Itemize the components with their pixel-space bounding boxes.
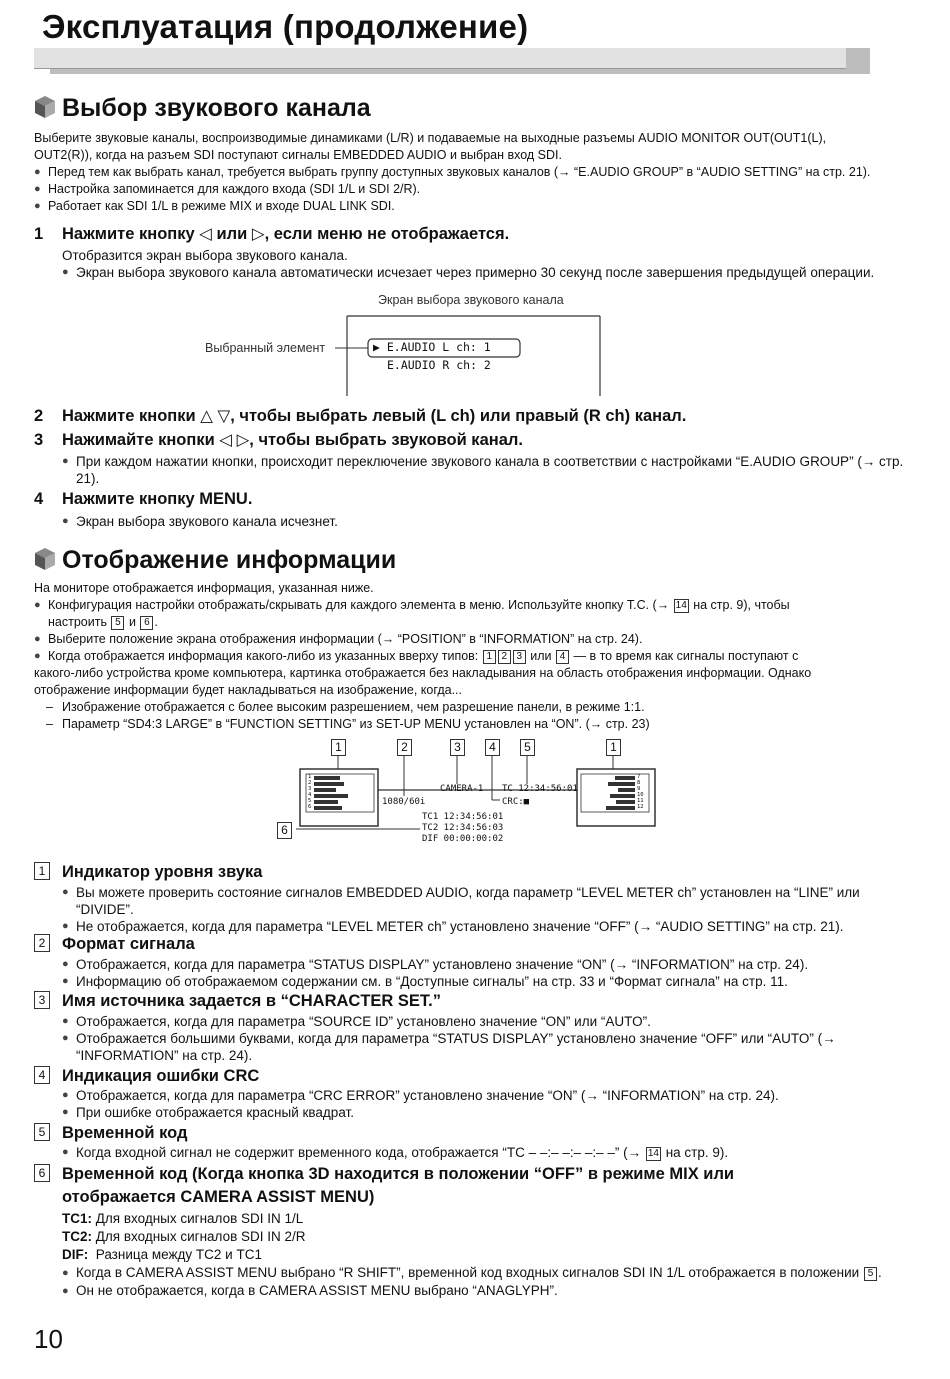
ref-box: 14 [647, 1148, 659, 1159]
bullet-item: ● Вы можете проверить состояние сигналов EMBEDDED AUDIO, когда параметр “LEVEL METER ch” установлен на “LINE” или “DIVIDE”. [62, 884, 912, 918]
bullet-item: ● Экран выбора звукового канала автоматически исчезает через примерно 30 секунд после завершения предыдущей операции. [62, 264, 912, 281]
section1-intro [34, 130, 914, 215]
item-3-heading [34, 991, 441, 1011]
def-text: Для входных сигналов SDI IN 2/R [95, 1229, 306, 1244]
intro-line: Выберите звуковые каналы, воспроизводимые динамиками (L/R) и подаваемые на выходные разъемы AUDIO MONITOR OUT(OUT1(L), [34, 131, 827, 145]
step-2 [34, 406, 686, 426]
signal-format-readout: 1080/60i [382, 797, 426, 807]
source-id-readout: CAMERA-1 [440, 784, 484, 794]
step-1-body [62, 247, 912, 281]
ref-box: 5 [864, 1267, 877, 1281]
def-label: DIF: [62, 1247, 89, 1262]
channel-number: 12 [637, 804, 644, 810]
bullet-item [34, 648, 914, 665]
item-6-body [62, 1210, 912, 1300]
item-number-box: 6 [34, 1164, 50, 1182]
ref-box: 14 [675, 600, 687, 611]
item-title: Имя источника задается в “CHARACTER SET.” [62, 992, 442, 1010]
def-label: TC2: [62, 1229, 92, 1244]
bullet-item: ● Экран выбора звукового канала исчезнет. [62, 513, 912, 530]
bullet-item: ● Настройка запоминается для каждого входа (SDI 1/L и SDI 2/R). [34, 181, 914, 198]
bullet-item: ● При каждом нажатии кнопки, происходит переключение звукового канала в соответствии с настройками “E.AUDIO GROUP” (→ стр. 21). [62, 453, 912, 487]
ref-box: 3 [513, 650, 526, 664]
intro-line: OUT2(R)), когда на разъем SDI поступают сигналы EMBEDDED AUDIO и выбран вход SDI. [34, 148, 562, 162]
bullet-item: ● Отображается, когда для параметра “CRC ERROR” установлено значение “ON” (→ “INFORMATION” на стр. 24). [62, 1087, 912, 1104]
cube-icon [34, 95, 56, 119]
selected-element-label: Выбранный элемент [205, 341, 326, 355]
ref-box: 2 [498, 650, 511, 664]
step-number: 3 [34, 431, 44, 449]
audio-channel-screen-figure [195, 312, 615, 398]
item-title: Временной код (Когда кнопка 3D находится в положении “OFF” в режиме MIX или [62, 1165, 735, 1183]
item-number-box: 5 [34, 1123, 50, 1141]
item-title: Временной код [62, 1124, 188, 1142]
ref-box: 6 [140, 616, 153, 630]
item-title: Индикатор уровня звука [62, 863, 263, 881]
text: на стр. 9), чтобы [693, 598, 790, 612]
diagram-label-1: 1 [331, 739, 346, 756]
item-3-body [62, 1013, 912, 1064]
tc1-def [62, 1210, 912, 1228]
step-number: 1 [34, 225, 44, 243]
tc2-readout: TC2 12:34:56:03 [422, 823, 504, 833]
diagram-label-2: 2 [397, 739, 412, 756]
channel-number: 6 [308, 804, 312, 810]
channel-number: 9 [637, 786, 641, 792]
dash-item: – Изображение отображается с более высоким разрешением, чем разрешение панели, в режиме 1:1. [34, 699, 914, 716]
def-label: TC1: [62, 1211, 92, 1226]
dif-readout: DIF 00:00:00:02 [422, 834, 504, 844]
bullet-item: ● Работает как SDI 1/L в режиме MIX и входе DUAL LINK SDI. [34, 198, 914, 215]
channel-number: 10 [637, 792, 644, 798]
step-text: Отобразится экран выбора звукового канала. [62, 248, 348, 263]
item-2-body [62, 956, 912, 990]
diagram-label-4: 4 [485, 739, 500, 756]
channel-number: 5 [308, 798, 312, 804]
item-title: Индикация ошибки CRC [62, 1067, 260, 1085]
item-1-heading [34, 862, 262, 882]
section2-intro [34, 580, 914, 733]
tc2-def [62, 1228, 912, 1246]
bullet-continuation: настроить 5 и 6 . [48, 615, 158, 629]
info-display-diagram [270, 736, 670, 854]
text: на стр. 9). [665, 1145, 729, 1160]
step-1 [34, 224, 509, 244]
item-4-body [62, 1087, 912, 1121]
bullet-continuation: отображение информации будет накладываться на изображение, когда... [34, 683, 462, 697]
bullet-item: ● Отображается, когда для параметра “SOURCE ID” установлено значение “ON” или “AUTO”. [62, 1013, 912, 1030]
timecode-readout: TC 12:34:56:01 [502, 784, 578, 794]
item-1-body [62, 884, 912, 935]
dash-item: – Параметр “SD4:3 LARGE” в “FUNCTION SETTING” из SET-UP MENU установлен на “ON”. (→ стр. 23) [34, 716, 914, 733]
step-title: Нажимайте кнопки ◁ ▷, чтобы выбрать звуковой канал. [62, 431, 523, 449]
diagram-label-6: 6 [277, 822, 292, 839]
channel-number: 1 [308, 774, 312, 780]
tc1-readout: TC1 12:34:56:01 [422, 812, 504, 822]
crc-readout: CRC:■ [502, 797, 530, 807]
bullet-continuation: какого-либо устройства кроме компьютера, картинка отображается без накладывания на область отображения информации. Однако [34, 666, 812, 680]
section-title-info-display [34, 546, 396, 575]
text: — в то время как сигналы поступают с [573, 649, 799, 663]
item-number-box: 3 [34, 991, 50, 1009]
step-4 [34, 490, 252, 509]
banner-bar [34, 48, 846, 69]
step-4-body [62, 513, 912, 530]
item-5-heading [34, 1123, 187, 1143]
bullet-item: ● Перед тем как выбрать канал, требуется выбрать группу доступных звуковых каналов (→ “E.AUDIO GROUP” в “AUDIO SETTING” на стр. 21). [34, 164, 914, 181]
text: настроить [48, 615, 107, 629]
ref-box: 1 [483, 650, 496, 664]
diagram-label-1b: 1 [606, 739, 621, 756]
step-title: Нажмите кнопку MENU. [62, 490, 253, 508]
step-title: Нажмите кнопки △ ▽, чтобы выбрать левый (L ch) или правый (R ch) канал. [62, 407, 687, 425]
text: Когда в CAMERA ASSIST MENU выбрано “R SHIFT”, временной код входных сигналов SDI IN 1/L отображается в положении [76, 1265, 860, 1280]
item-number-box: 4 [34, 1066, 50, 1084]
ref-box: 4 [556, 650, 569, 664]
ref-box: 5 [111, 616, 124, 630]
left-channel-numbers [308, 774, 311, 810]
channel-number: 3 [308, 786, 312, 792]
text: Когда входной сигнал не содержит временного кода, отображается “TC – –:– –:– –:– –” (→ [76, 1145, 642, 1160]
text: или [530, 649, 552, 663]
channel-number: 8 [637, 780, 641, 786]
item-4-heading [34, 1066, 259, 1086]
page-title: Эксплуатация (продолжение) [42, 8, 529, 45]
item-2-heading [34, 934, 195, 954]
text: Конфигурация настройки отображать/скрывать для каждого элемента в меню. Используйте кнопку T.C. (→ [48, 598, 670, 612]
item-6-heading [34, 1164, 734, 1184]
section-title-text: Отображение информации [62, 546, 397, 574]
text: Когда отображается информация какого-либо из указанных вверху типов: [48, 649, 479, 663]
step-3-body [62, 453, 912, 487]
dif-def [62, 1246, 912, 1264]
channel-number: 7 [637, 774, 641, 780]
item-number-box: 1 [34, 862, 50, 880]
def-text: Разница между TC2 и TC1 [95, 1247, 262, 1262]
step-number: 2 [34, 407, 44, 425]
bullet-item [62, 1144, 912, 1161]
header-banner [34, 8, 874, 74]
channel-number: 11 [637, 798, 644, 804]
section-title-audio-channel [34, 94, 371, 123]
cube-icon [34, 547, 56, 571]
diagram-label-5: 5 [520, 739, 535, 756]
channel-number: 4 [308, 792, 312, 798]
step-title: Нажмите кнопку ◁ или ▷, если меню не отображается. [62, 225, 510, 243]
bullet-item: ● Отображается большими буквами, когда для параметра “STATUS DISPLAY” установлено значение “OFF” или “AUTO” (→ “INFORMATION” на стр. 24). [62, 1030, 912, 1064]
screen-line-1: ▶ E.AUDIO L ch: 1 [373, 340, 491, 354]
item-6-heading-line2: отображается CAMERA ASSIST MENU) [62, 1188, 375, 1206]
section-title-text: Выбор звукового канала [62, 94, 371, 122]
item-title: Формат сигнала [62, 935, 195, 953]
bullet-item: ● Информацию об отображаемом содержании см. в “Доступные сигналы” на стр. 33 и “Формат сигнала” на стр. 11. [62, 973, 912, 990]
channel-number: 2 [308, 780, 312, 786]
bullet-item: ● Он не отображается, когда в CAMERA ASSIST MENU выбрано “ANAGLYPH”. [62, 1282, 912, 1300]
diagram-label-3: 3 [450, 739, 465, 756]
page-number: 10 [34, 1324, 63, 1354]
bullet-item: ● Отображается, когда для параметра “STATUS DISPLAY” установлено значение “ON” (→ “INFORMATION” на стр. 24). [62, 956, 912, 973]
intro-line: На мониторе отображается информация, указанная ниже. [34, 581, 374, 595]
step-number: 4 [34, 490, 44, 508]
text: и [128, 615, 136, 629]
item-number-box: 2 [34, 934, 50, 952]
right-channel-numbers [637, 774, 644, 810]
bullet-item: ● При ошибке отображается красный квадрат. [62, 1104, 912, 1121]
bullet-item [34, 597, 914, 614]
step-3 [34, 430, 523, 450]
screen-line-2: E.AUDIO R ch: 2 [387, 358, 491, 372]
item-5-body [62, 1144, 912, 1161]
def-text: Для входных сигналов SDI IN 1/L [95, 1211, 304, 1226]
bullet-item: ● Не отображается, когда для параметра “LEVEL METER ch” установлено значение “OFF” (→ “AUDIO SETTING” на стр. 21). [62, 918, 912, 935]
bullet-item: ● Выберите положение экрана отображения информации (→ “POSITION” в “INFORMATION” на стр. 24). [34, 631, 914, 648]
audio-channel-screen-caption: Экран выбора звукового канала [378, 293, 564, 307]
bullet-item: ● Когда в CAMERA ASSIST MENU выбрано “R SHIFT”, временной код входных сигналов SDI IN 1/L отображается в положении 5 . [62, 1264, 912, 1282]
